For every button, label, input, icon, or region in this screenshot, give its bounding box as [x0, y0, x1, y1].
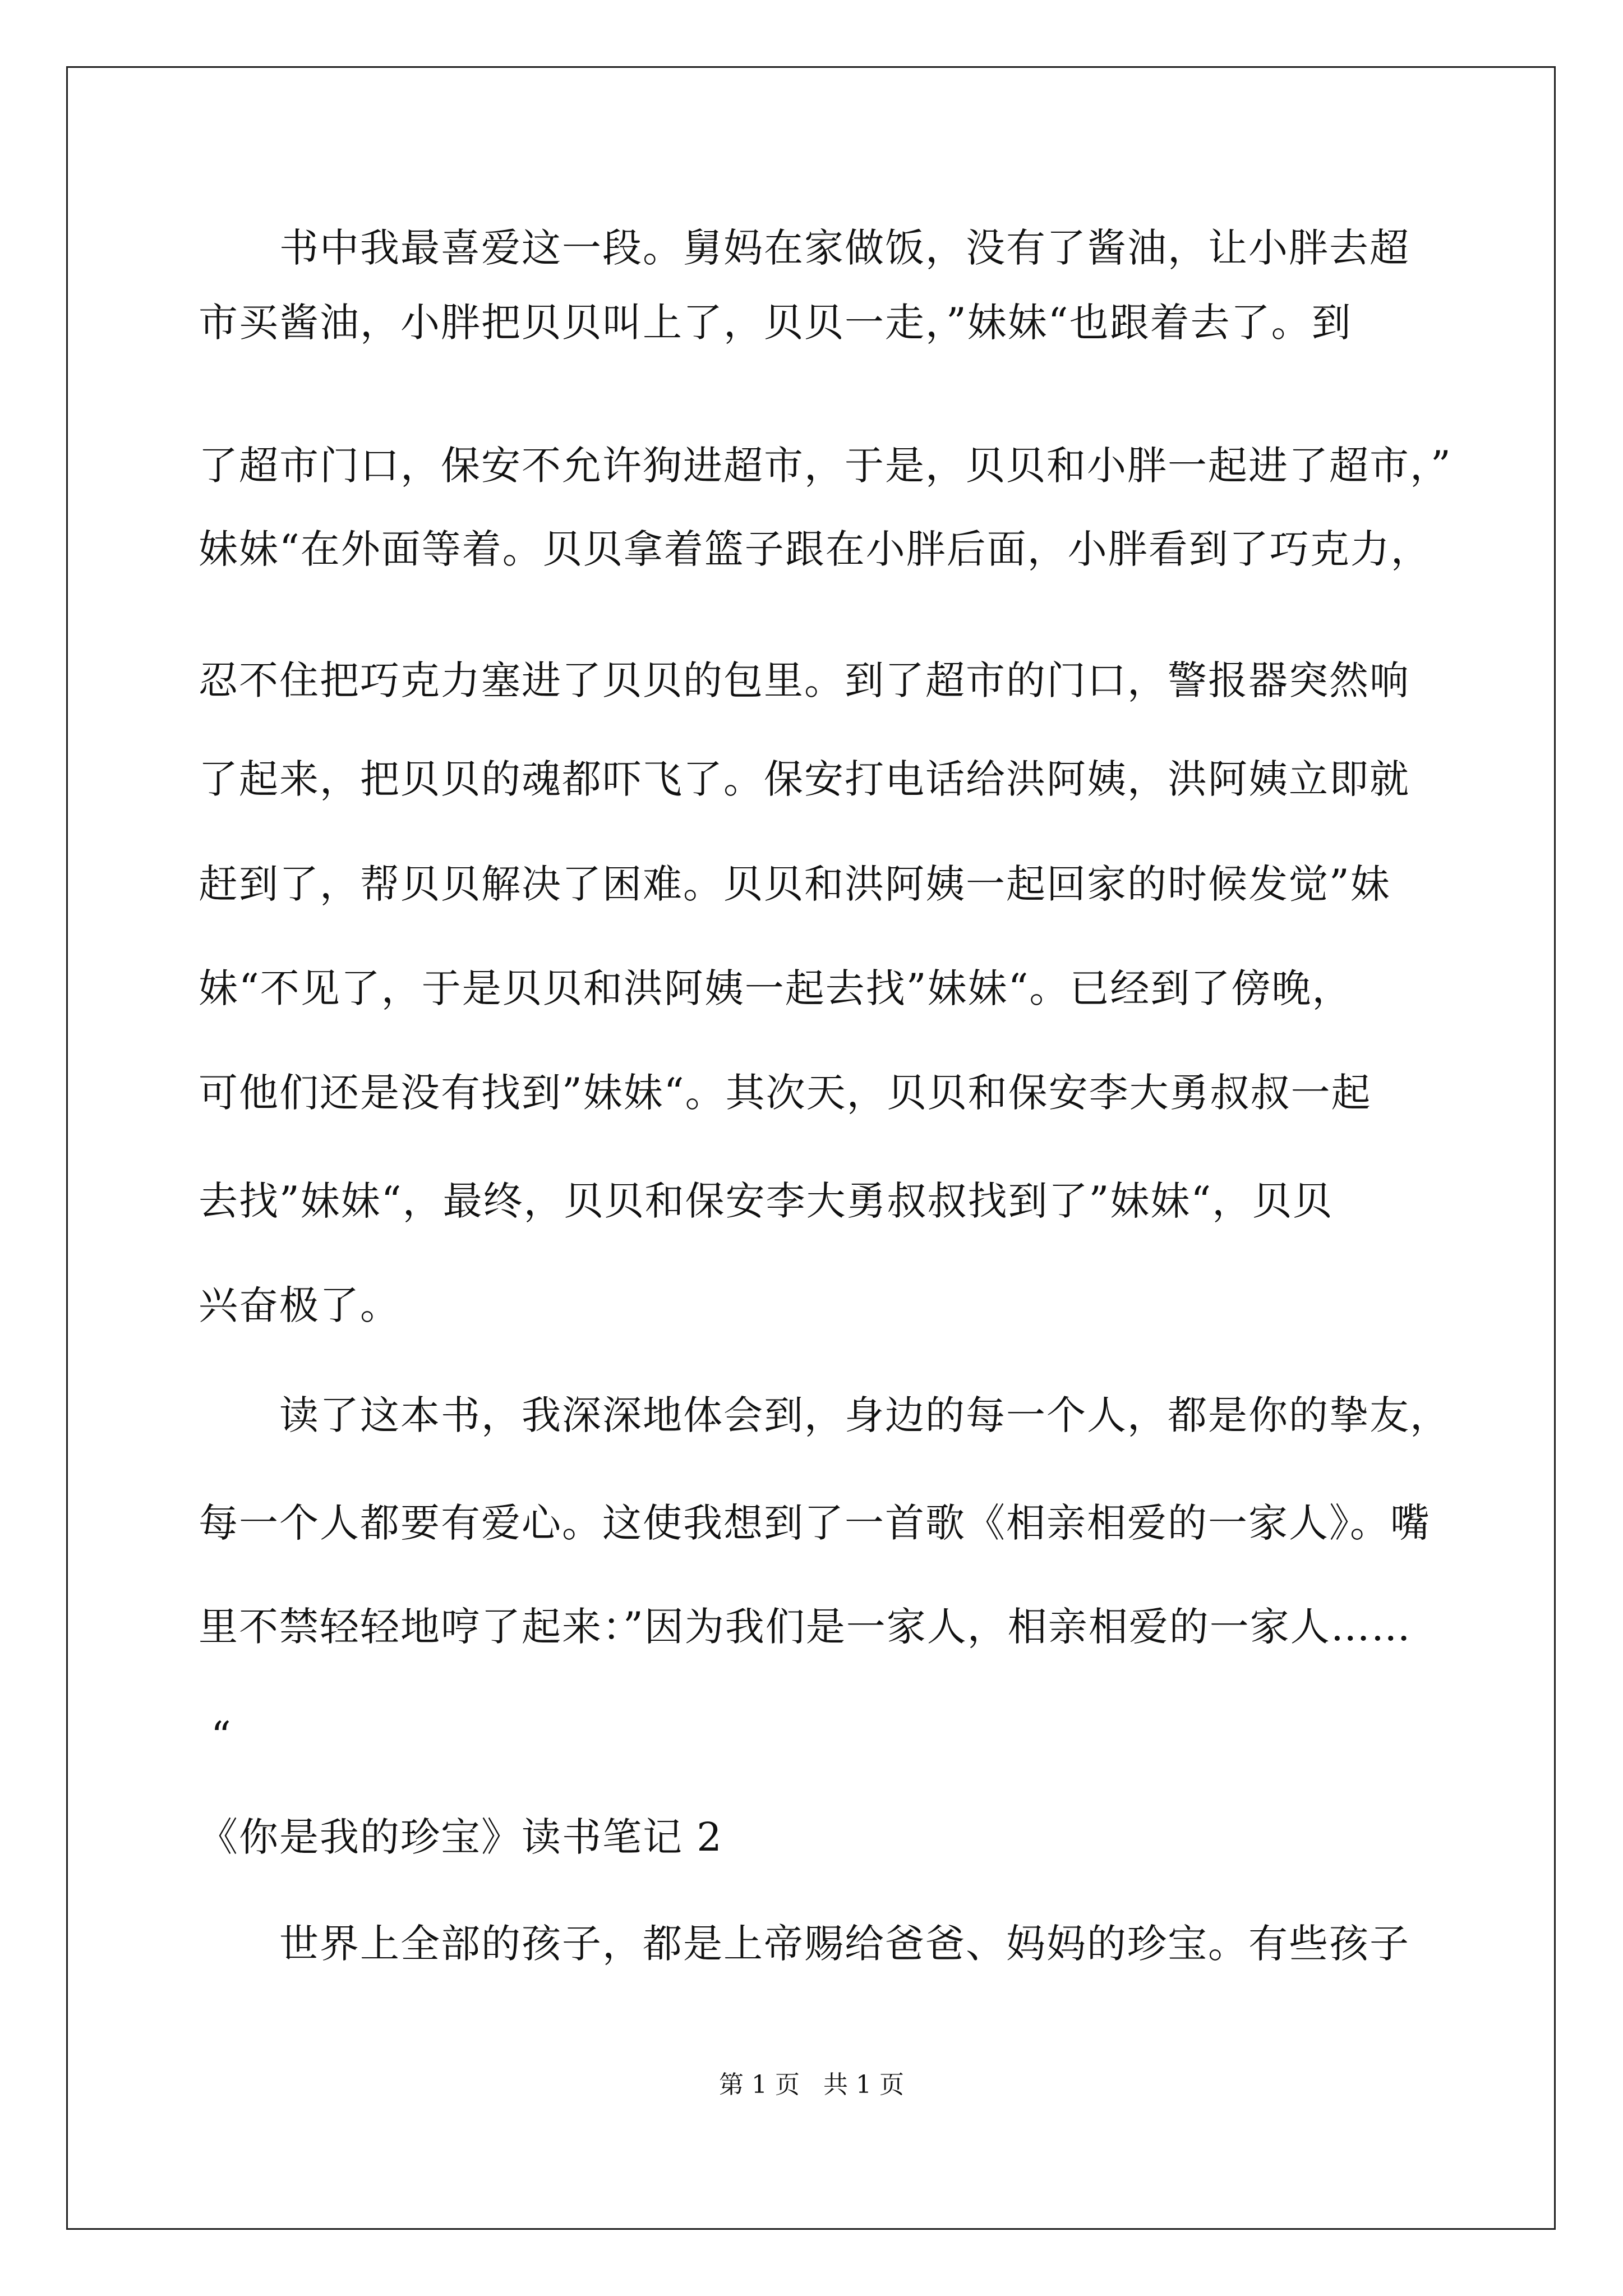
text-line: 可他们还是没有找到”妹妹“。其次天，贝贝和保安李大勇叔叔一起 [199, 1070, 1372, 1116]
text-line: 忍不住把巧克力塞进了贝贝的包里。到了超市的门口，警报器突然响 [199, 657, 1410, 703]
text-line: 读了这本书，我深深地体会到，身边的每一个人，都是你的挚友， [279, 1392, 1450, 1438]
page-footer: 第 1 页 共 1 页 [719, 2070, 904, 2099]
text-line: “ [211, 1713, 232, 1759]
text-line: 市买酱油，小胖把贝贝叫上了，贝贝一走，”妹妹“也跟着去了。到 [199, 300, 1352, 346]
text-line: 每一个人都要有爱心。这使我想到了一首歌《相亲相爱的一家人》。嘴 [199, 1500, 1431, 1546]
text-line: 兴奋极了。 [199, 1282, 400, 1328]
text-line: 里不禁轻轻地哼了起来：”因为我们是一家人，相亲相爱的一家人…… [199, 1604, 1412, 1650]
page-border [66, 66, 1556, 2230]
text-line: 去找”妹妹“，最终，贝贝和保安李大勇叔叔找到了”妹妹“，贝贝 [199, 1178, 1334, 1224]
text-line: 妹妹“在外面等着。贝贝拿着篮子跟在小胖后面，小胖看到了巧克力， [199, 526, 1431, 572]
text-line: 书中我最喜爱这一段。舅妈在家做饭，没有了酱油，让小胖去超 [279, 225, 1410, 271]
text-line: 了起来，把贝贝的魂都吓飞了。保安打电话给洪阿姨，洪阿姨立即就 [199, 756, 1410, 802]
section-title: 《你是我的珍宝》读书笔记 2 [199, 1814, 723, 1860]
text-line: 世界上全部的孩子，都是上帝赐给爸爸、妈妈的珍宝。有些孩子 [279, 1921, 1410, 1967]
text-line: 赶到了，帮贝贝解决了困难。贝贝和洪阿姨一起回家的时候发觉”妹 [199, 861, 1391, 907]
text-line: 妹“不见了，于是贝贝和洪阿姨一起去找”妹妹“。已经到了傍晚， [199, 965, 1353, 1011]
text-line: 了超市门口，保安不允许狗进超市，于是，贝贝和小胖一起进了超市，” [199, 443, 1452, 489]
